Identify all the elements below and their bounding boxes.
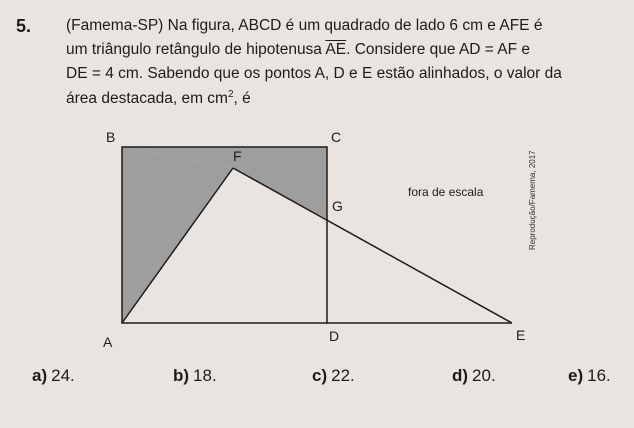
statement-text: DE = 4 cm. Sabendo que os pontos A, D e E estão alinhados, o valor da: [66, 65, 562, 82]
option-c[interactable]: [312, 366, 355, 386]
statement-text: área destacada, em cm: [66, 90, 228, 108]
option-letter: a): [32, 366, 48, 385]
option-value: 22.: [331, 366, 355, 385]
statement-text: Na figura, ABCD é um quadrado de lado 6 cm e AFE é: [167, 17, 543, 34]
option-d[interactable]: [452, 366, 496, 386]
option-letter: c): [312, 366, 328, 385]
point-label-a: A: [103, 334, 113, 350]
option-letter: d): [452, 366, 469, 385]
statement-text: , é: [233, 90, 251, 108]
point-label-d: D: [329, 328, 340, 344]
segment-ae: $\overline{AE}$: [325, 41, 347, 58]
option-b[interactable]: [173, 366, 217, 386]
option-value: 24.: [51, 366, 75, 385]
image-credit: Reprodução/Famema, 2017: [528, 150, 537, 250]
question-source: (Famema-SP): [66, 17, 164, 34]
point-label-f: F: [233, 148, 242, 164]
option-e[interactable]: [568, 366, 611, 386]
question-number: 5.: [16, 16, 32, 36]
point-label-g: G: [332, 198, 343, 214]
option-letter: b): [173, 366, 190, 385]
point-label-e: E: [516, 327, 526, 343]
point-label-c: C: [331, 129, 342, 145]
statement-text: um triângulo retângulo de hipotenusa: [66, 41, 322, 58]
scale-note: fora de escala: [408, 185, 484, 199]
option-letter: e): [568, 366, 584, 385]
option-value: 16.: [587, 366, 611, 385]
point-label-b: B: [106, 129, 116, 145]
option-a[interactable]: [32, 366, 75, 386]
statement-text: . Considere que AD = AF e: [346, 41, 531, 58]
exponent: 2: [227, 89, 234, 100]
shaded-region-left: [122, 147, 233, 323]
option-value: 18.: [193, 366, 217, 385]
option-value: 20.: [472, 366, 496, 385]
